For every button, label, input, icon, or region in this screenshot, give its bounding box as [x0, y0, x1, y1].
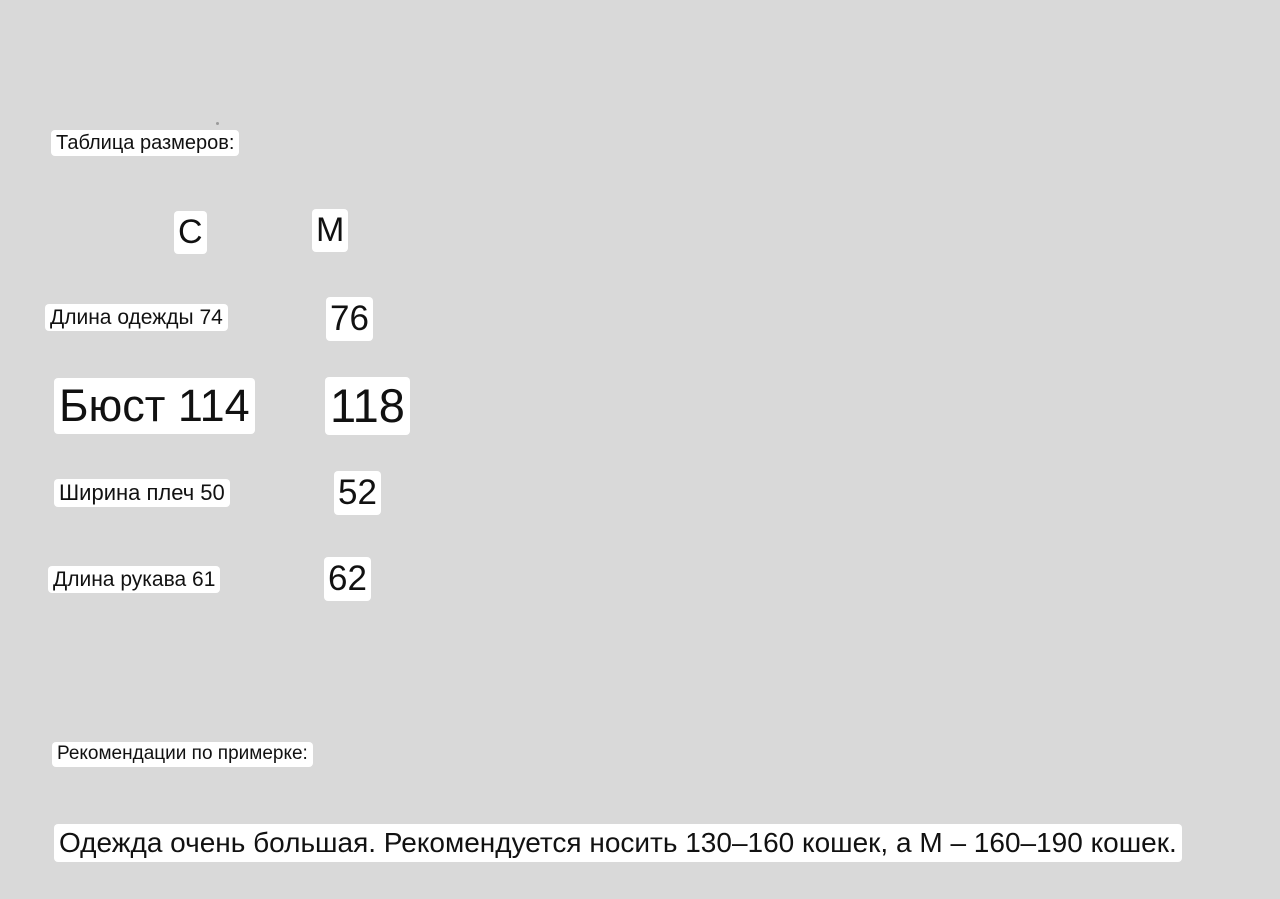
garment-length-label: Длина одежды 74 [45, 304, 228, 331]
garment-length-m-value: 76 [326, 297, 373, 341]
sleeve-length-label: Длина рукава 61 [48, 566, 220, 593]
bust-label: Бюст 114 [54, 378, 255, 434]
size-column-m: М [312, 209, 348, 252]
shoulder-width-m-value: 52 [334, 471, 381, 515]
bust-m-value: 118 [325, 377, 410, 435]
shoulder-width-label: Ширина плеч 50 [54, 479, 230, 507]
size-chart-title: Таблица размеров: [51, 130, 239, 156]
fitting-text: Одежда очень большая. Рекомендуется носить 130–160 кошек, а М – 160–190 кошек. [54, 824, 1182, 862]
fitting-title: Рекомендации по примерке: [52, 742, 313, 767]
size-column-c: С [174, 211, 207, 254]
sleeve-length-m-value: 62 [324, 557, 371, 601]
speck-mark [216, 122, 219, 125]
